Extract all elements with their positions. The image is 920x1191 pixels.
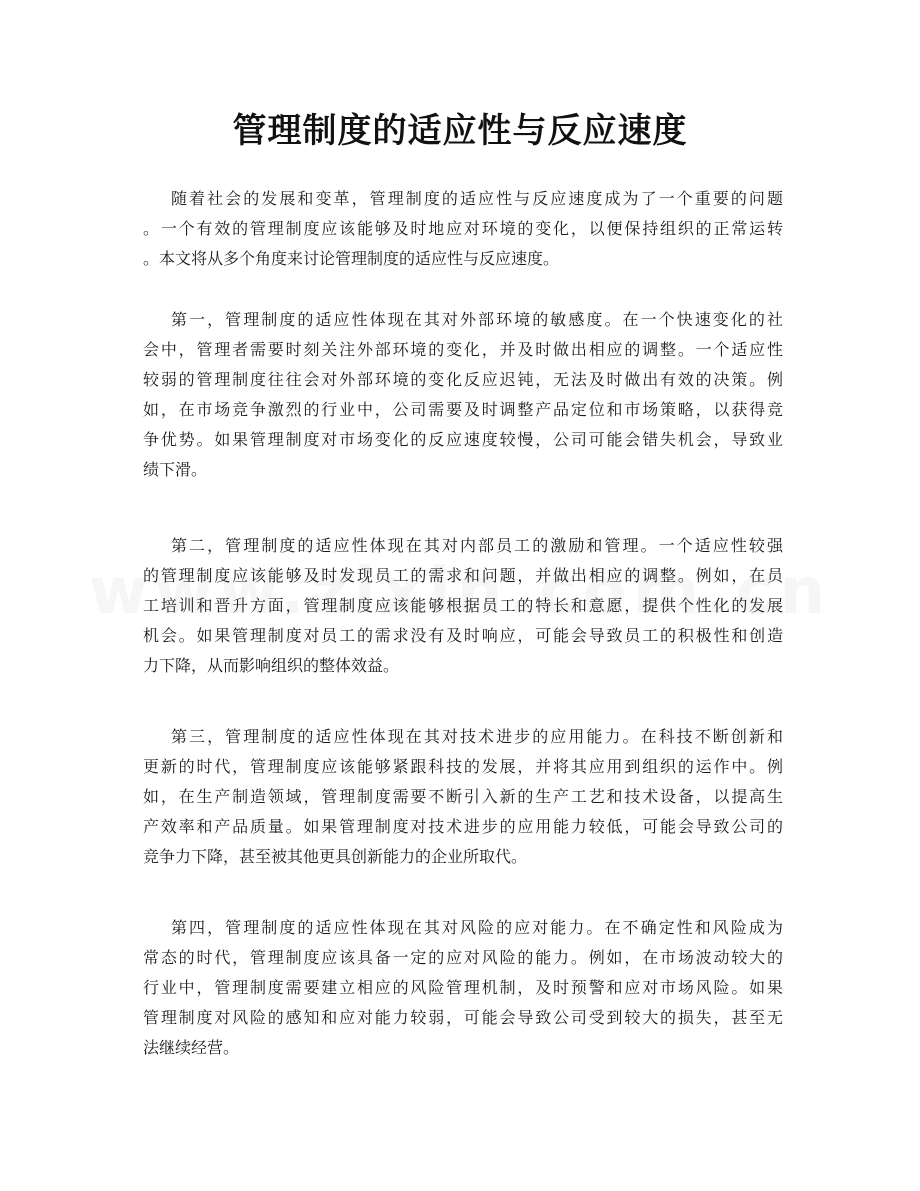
- paragraph-line: 法继续经营。: [143, 1038, 240, 1057]
- paragraph-third: [143, 722, 783, 872]
- paragraph-line: 产效率和产品质量。如果管理制度对技术进步的应用能力较低，可能会导致公司的: [143, 817, 783, 836]
- paragraph-second: [143, 531, 783, 681]
- paragraph-line: 管理制度对风险的感知和应对能力较弱，可能会导致公司受到较大的损失，甚至无: [143, 1008, 783, 1027]
- paragraph-intro: [143, 184, 783, 274]
- paragraph-line: 随着社会的发展和变革，管理制度的适应性与反应速度成为了一个重要的问题: [171, 189, 783, 208]
- paragraph-line: 第三，管理制度的适应性体现在其对技术进步的应用能力。在科技不断创新和: [171, 727, 783, 746]
- paragraph-line: 。一个有效的管理制度应该能够及时地应对环境的变化，以便保持组织的正常运转: [143, 219, 783, 238]
- paragraph-line: 常态的时代，管理制度应该具备一定的应对风险的能力。例如，在市场波动较大的: [143, 948, 783, 967]
- paragraph-line: 如，在生产制造领域，管理制度需要不断引入新的生产工艺和技术设备，以提高生: [143, 787, 783, 806]
- paragraph-fourth: [143, 913, 783, 1063]
- paragraph-line: 更新的时代，管理制度应该能够紧跟科技的发展，并将其应用到组织的运作中。例: [143, 757, 783, 776]
- paragraph-line: 第四，管理制度的适应性体现在其对风险的应对能力。在不确定性和风险成为: [171, 918, 783, 937]
- paragraph-line: 较弱的管理制度往往会对外部环境的变化反应迟钝，无法及时做出有效的决策。例: [143, 370, 783, 389]
- paragraph-line: 工培训和晋升方面，管理制度应该能够根据员工的特长和意愿，提供个性化的发展: [143, 596, 783, 615]
- paragraph-line: 行业中，管理制度需要建立相应的风险管理机制，及时预警和应对市场风险。如果: [143, 978, 783, 997]
- paragraph-line: 如，在市场竞争激烈的行业中，公司需要及时调整产品定位和市场策略，以获得竞: [143, 400, 783, 419]
- paragraph-line: 的管理制度应该能够及时发现员工的需求和问题，并做出相应的调整。例如，在员: [143, 566, 783, 585]
- paragraph-first: [143, 305, 783, 485]
- paragraph-line: 会中，管理者需要时刻关注外部环境的变化，并及时做出相应的调整。一个适应性: [143, 340, 783, 359]
- paragraph-line: 竞争力下降，甚至被其他更具创新能力的企业所取代。: [143, 847, 528, 866]
- document-title: 管理制度的适应性与反应速度: [232, 111, 688, 151]
- paragraph-line: 。本文将从多个角度来讨论管理制度的适应性与反应速度。: [143, 249, 560, 268]
- paragraph-line: 力下降，从而影响组织的整体效益。: [143, 656, 400, 675]
- paragraph-line: 第二，管理制度的适应性体现在其对内部员工的激励和管理。一个适应性较强: [171, 536, 783, 555]
- paragraph-line: 绩下滑。: [143, 460, 208, 479]
- paragraph-line: 争优势。如果管理制度对市场变化的反应速度较慢，公司可能会错失机会，导致业: [143, 430, 783, 449]
- paragraph-line: 第一，管理制度的适应性体现在其对外部环境的敏感度。在一个快速变化的社: [171, 310, 783, 329]
- paragraph-line: 机会。如果管理制度对员工的需求没有及时响应，可能会导致员工的积极性和创造: [143, 626, 783, 645]
